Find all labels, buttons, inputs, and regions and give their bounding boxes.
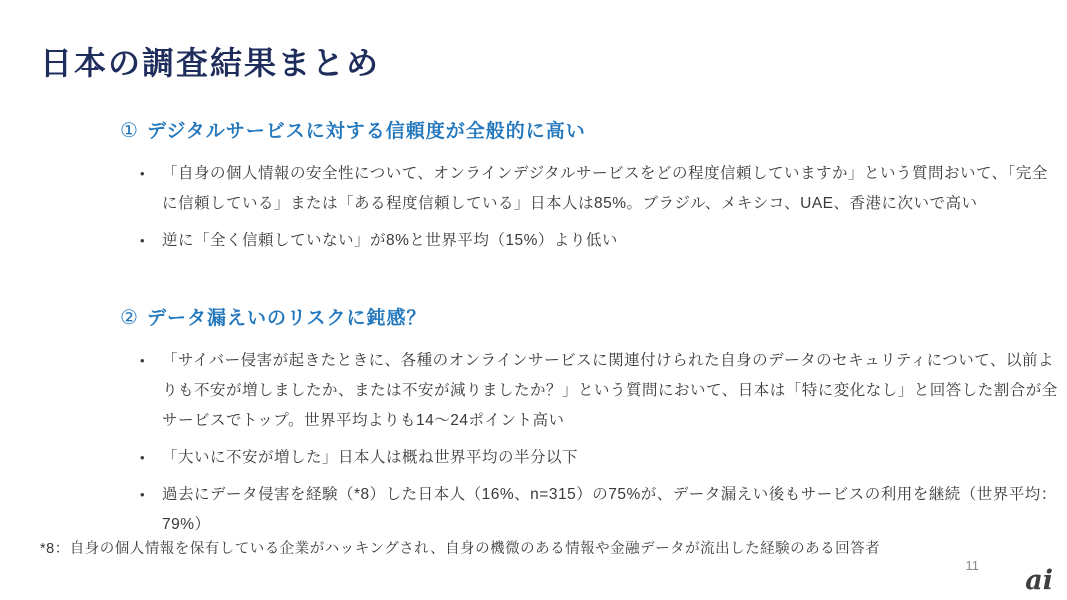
- list-item: [138, 346, 1060, 436]
- bullet-text: 逆に「全く信頼していない」が8%と世界平均（15%）より低い: [162, 232, 618, 249]
- bullet-text: 「サイバー侵害が起きたときに、各種のオンラインサービスに関連付けられた自身のデータのセキュリティについて、以前よりも不安が増しましたか、または不安が減りましたか？」という質問において、日本は「特に変化なし」と回答した割合が全サービスでトップ。世界平均よりも14〜24ポイント高い: [162, 352, 1058, 429]
- bullet-icon: •: [140, 233, 146, 248]
- list-item: [138, 159, 1060, 219]
- section-2-bullet-list: [138, 346, 1060, 540]
- list-item: [138, 480, 1060, 540]
- section-digital-trust: [120, 116, 1060, 263]
- section-1-bullet-list: [138, 159, 1060, 256]
- bullet-icon: •: [140, 450, 146, 465]
- section-1-number-icon: ①: [120, 120, 139, 142]
- section-2-number-icon: ②: [120, 307, 139, 329]
- section-1-heading: [120, 116, 1060, 143]
- bullet-icon: •: [140, 487, 146, 502]
- page-title: 日本の調査結果まとめ: [40, 45, 381, 81]
- page-number: 11: [965, 558, 979, 573]
- ai-logo: ai: [1025, 565, 1053, 596]
- bullet-text: 「大いに不安が増した」日本人は概ね世界平均の半分以下: [162, 449, 579, 466]
- section-2-heading: [120, 303, 1060, 330]
- section-data-leak-risk: [120, 303, 1060, 547]
- list-item: [138, 443, 1060, 473]
- section-1-heading-text: デジタルサービスに対する信頼度が全般的に高い: [146, 121, 586, 142]
- bullet-icon: •: [140, 353, 146, 368]
- section-2-heading-text: データ漏えいのリスクに鈍感？: [146, 308, 427, 329]
- bullet-text: 「自身の個人情報の安全性について、オンラインデジタルサービスをどの程度信頼していますか」という質問おいて、「完全に信頼している」または「ある程度信頼している」日本人は85%。ブラジル、メキシコ、UAE、香港に次いで高い: [162, 165, 1048, 212]
- bullet-icon: •: [140, 166, 146, 181]
- list-item: [138, 226, 1060, 256]
- footnote: *8：自身の個人情報を保有している企業がハッキングされ、自身の機微のある情報や金融データが流出した経験のある回答者: [40, 541, 881, 557]
- bullet-text: 過去にデータ侵害を経験（*8）した日本人（16%、n=315）の75%が、データ漏えい後もサービスの利用を継続（世界平均：79%）: [162, 486, 1057, 533]
